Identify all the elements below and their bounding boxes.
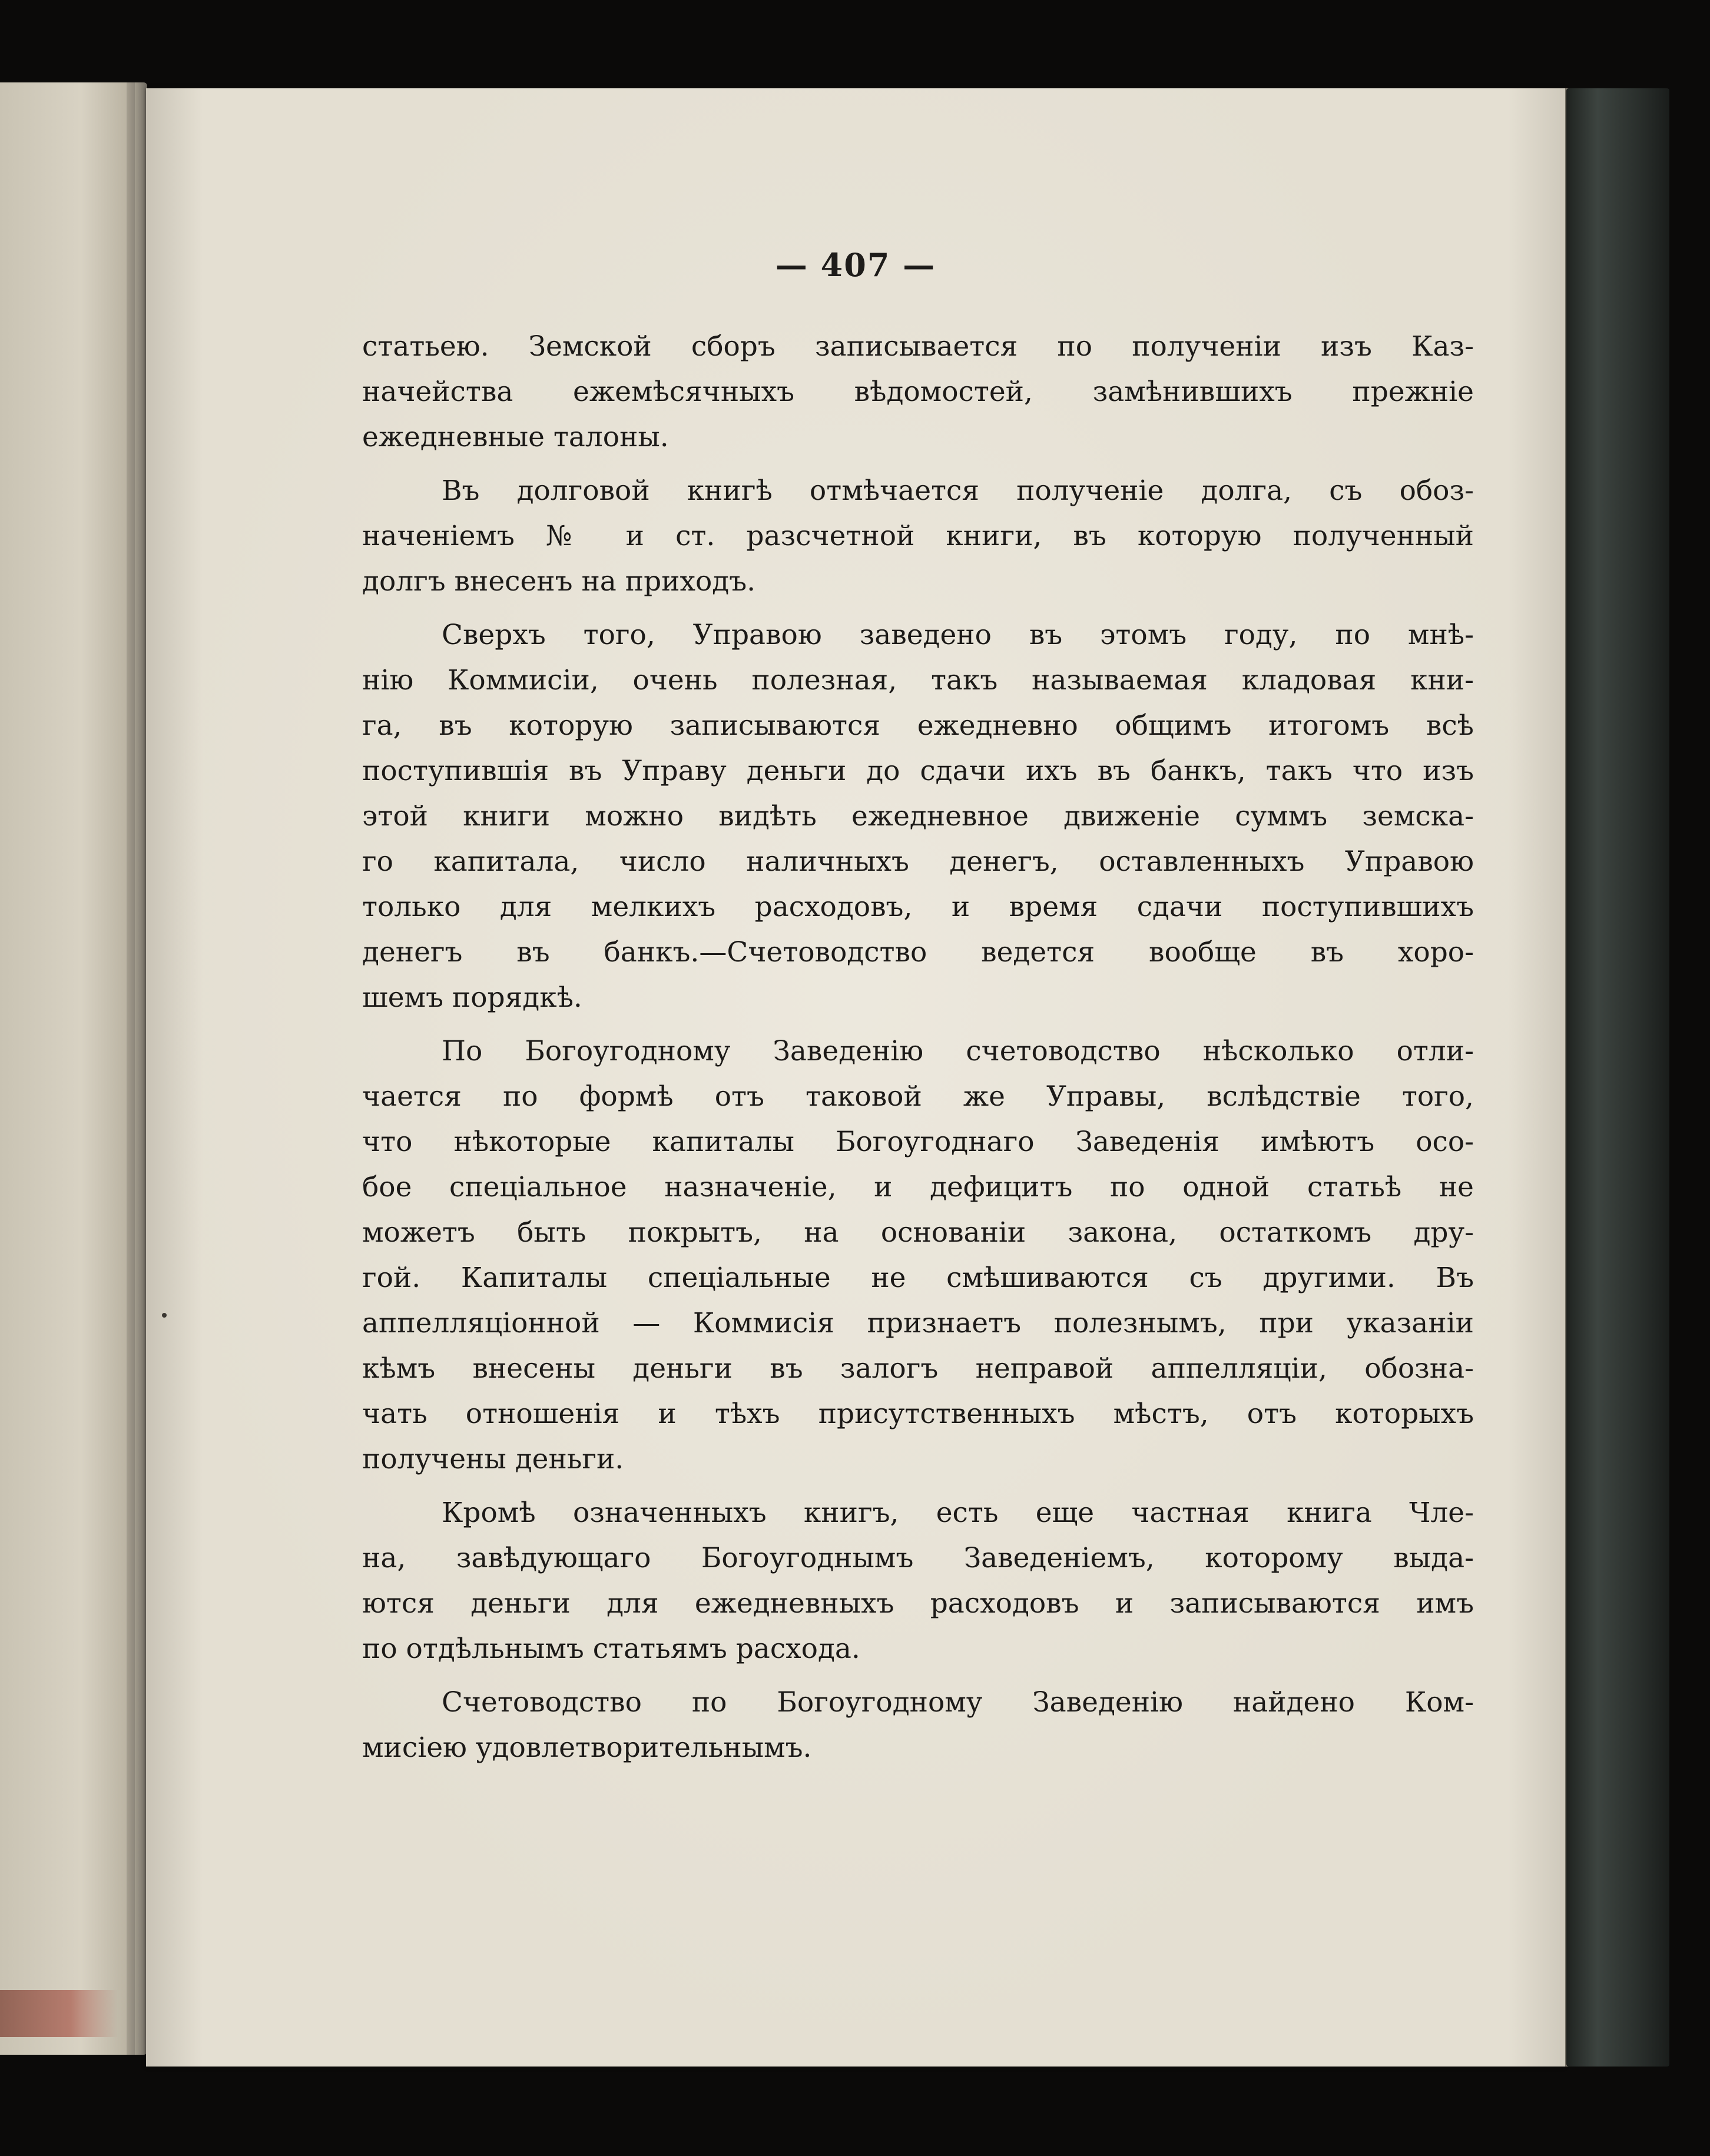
book-page xyxy=(146,88,1565,2067)
text-line: го капитала, число наличныхъ денегъ, оставленныхъ Управою xyxy=(362,845,1474,878)
text-line: чается по формѣ отъ таковой же Управы, вслѣдствіе того, xyxy=(362,1080,1474,1113)
text-line: нію Коммисіи, очень полезная, такъ называемая кладовая кни- xyxy=(362,664,1474,696)
text-line: начейства ежемѣсячныхъ вѣдомостей, замѣнившихъ прежніе xyxy=(362,376,1474,408)
paragraph xyxy=(362,1680,1474,1770)
text-line: этой книги можно видѣть ежедневное движеніе суммъ земска- xyxy=(362,800,1474,832)
text-line: получены деньги. xyxy=(362,1443,624,1475)
text-line: Въ долговой книгѣ отмѣчается полученіе долга, съ обоз- xyxy=(442,475,1474,507)
text-line: гой. Капиталы спеціальные не смѣшиваются съ другими. Въ xyxy=(362,1262,1474,1294)
text-line: ются деньги для ежедневныхъ расходовъ и записываются имъ xyxy=(362,1587,1474,1620)
text-line: Кромѣ означенныхъ книгъ, есть еще частная книга Чле- xyxy=(442,1497,1474,1529)
text-line: чать отношенія и тѣхъ присутственныхъ мѣстъ, отъ которыхъ xyxy=(362,1398,1474,1430)
text-line: можетъ быть покрытъ, на основаніи закона, остаткомъ дру- xyxy=(362,1216,1474,1249)
text-line: поступившія въ Управу деньги до сдачи ихъ въ банкъ, такъ что изъ xyxy=(362,755,1474,787)
text-line: по отдѣльнымъ статьямъ расхода. xyxy=(362,1633,860,1665)
paragraph xyxy=(362,612,1474,1020)
paragraph xyxy=(362,324,1474,460)
text-line: ежедневные талоны. xyxy=(362,421,669,453)
text-line: что нѣкоторые капиталы Богоугоднаго Заведенія имѣютъ осо- xyxy=(362,1126,1474,1158)
text-line: Счетоводство по Богоугодному Заведенію найдено Ком- xyxy=(442,1686,1474,1719)
book-cover xyxy=(1566,88,1669,2067)
text-line: денегъ въ банкъ.—Счетоводство ведется вообще въ хоро- xyxy=(362,936,1474,968)
text-line: Сверхъ того, Управою заведено въ этомъ году, по мнѣ- xyxy=(442,619,1474,651)
left-facing-page xyxy=(0,82,147,2055)
text-line: наченіемъ № и ст. разсчетной книги, въ которую полученный xyxy=(362,520,1474,552)
page-stain xyxy=(0,1990,118,2037)
text-line: га, въ которую записываются ежедневно общимъ итогомъ всѣ xyxy=(362,709,1474,742)
paragraph xyxy=(362,1490,1474,1671)
text-line: шемъ порядкѣ. xyxy=(362,981,582,1014)
text-line: на, завѣдующаго Богоугоднымъ Заведеніемъ, которому выда- xyxy=(362,1542,1474,1574)
text-line: аппелляціонной — Коммисія признаетъ полезнымъ, при указаніи xyxy=(362,1307,1474,1339)
text-line: долгъ внесенъ на приходъ. xyxy=(362,565,756,598)
left-page-gutter xyxy=(127,82,135,2055)
text-line: бое спеціальное назначеніе, и дефицитъ по одной статьѣ не xyxy=(362,1171,1474,1203)
text-line: только для мелкихъ расходовъ, и время сдачи поступившихъ xyxy=(362,891,1474,923)
text-line: По Богоугодному Заведенію счетоводство нѣсколько отли- xyxy=(442,1035,1474,1067)
text-line: статьею. Земской сборъ записывается по полученіи изъ Каз- xyxy=(362,330,1474,363)
paragraph xyxy=(362,1029,1474,1482)
page-body-text xyxy=(362,324,1474,1779)
paragraph xyxy=(362,468,1474,604)
text-line: кѣмъ внесены деньги въ залогъ неправой аппелляціи, обозна- xyxy=(362,1352,1474,1385)
margin-mark xyxy=(162,1313,167,1318)
text-line: мисіею удовлетворительнымъ. xyxy=(362,1732,812,1764)
page-number: — 407 — xyxy=(775,246,936,284)
